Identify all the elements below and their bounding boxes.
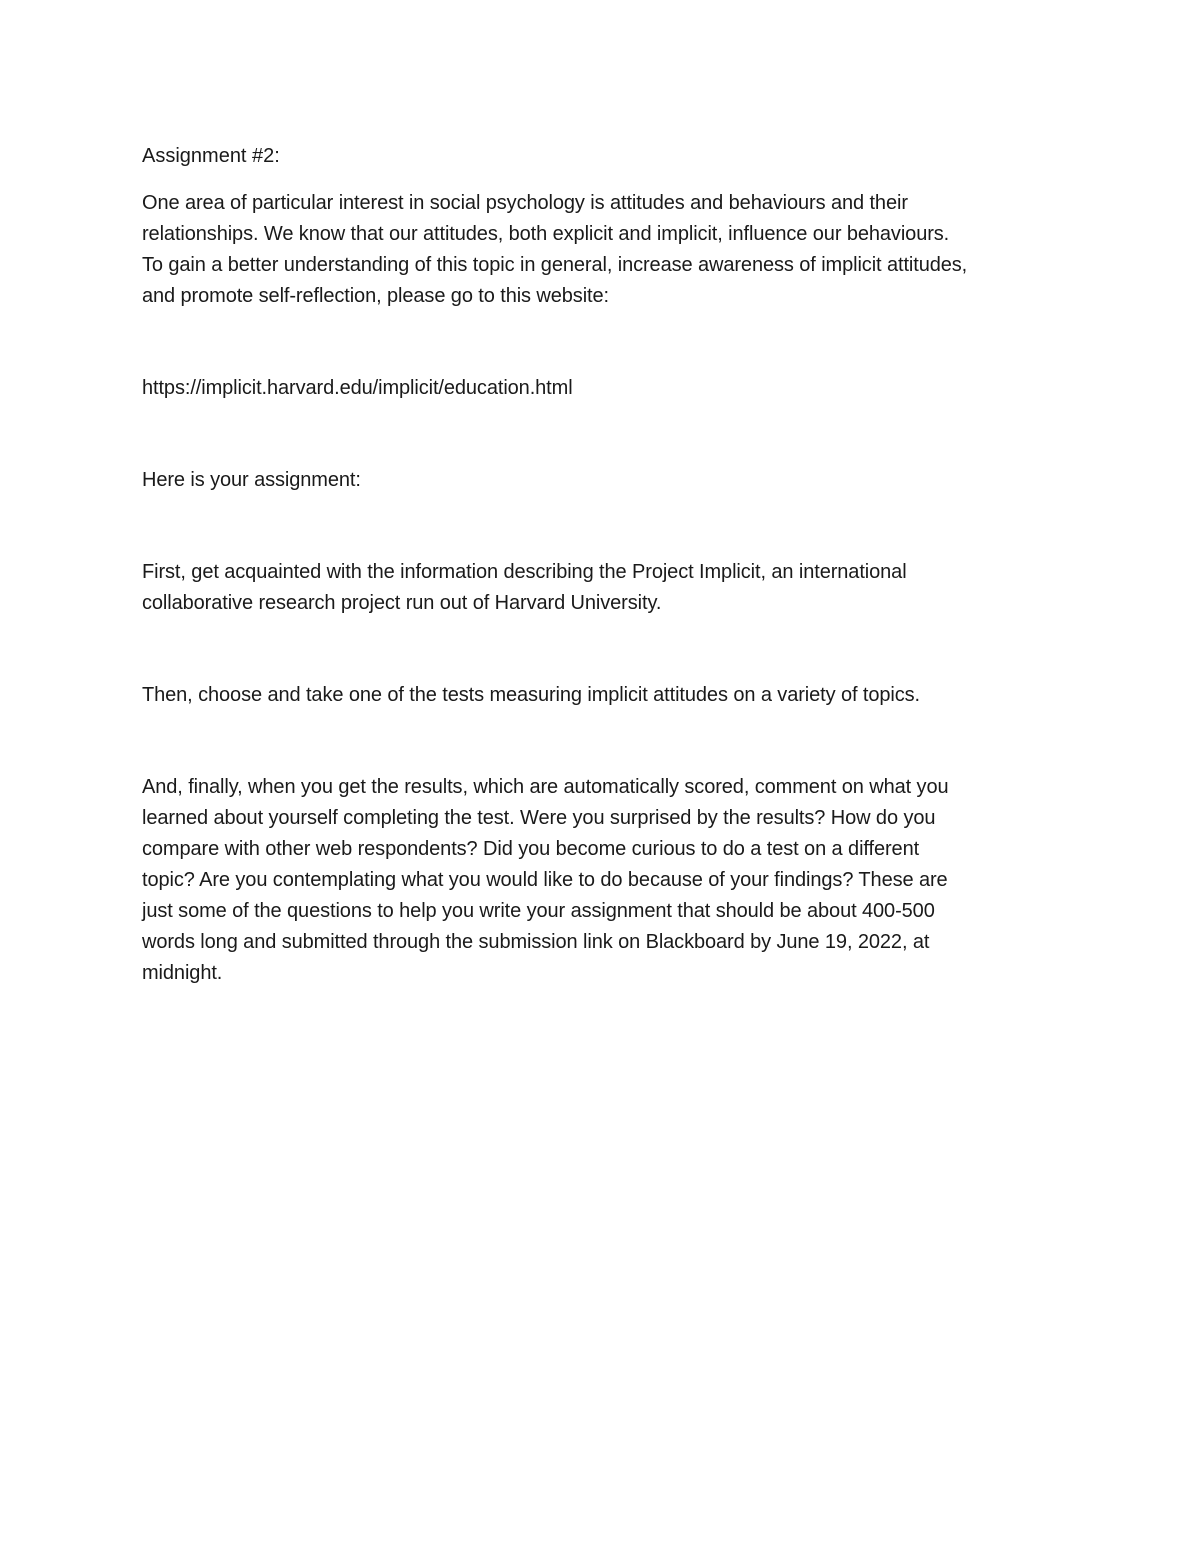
- step-three-line: words long and submitted through the submission link on Blackboard by June 19, 2022, at: [142, 931, 930, 953]
- step-two-paragraph: Then, choose and take one of the tests measuring implicit attitudes on a variety of topics.: [142, 684, 921, 706]
- step-one-paragraph: [142, 557, 1062, 619]
- spacer: [142, 172, 1062, 188]
- step-three-paragraph: [142, 772, 1062, 989]
- step-three-line: midnight.: [142, 962, 223, 984]
- spacer: [142, 496, 1062, 557]
- spacer: [142, 404, 1062, 465]
- step-three-line: And, finally, when you get the results, which are automatically scored, comment on what you: [142, 776, 949, 798]
- step-one-line: collaborative research project run out of Harvard University.: [142, 592, 662, 614]
- step-three-line: compare with other web respondents? Did you become curious to do a test on a different: [142, 838, 920, 860]
- spacer: [142, 312, 1062, 373]
- intro-line: One area of particular interest in social psychology is attitudes and behaviours and their: [142, 192, 908, 214]
- spacer: [142, 711, 1062, 772]
- assignment-title: Assignment #2:: [142, 145, 280, 167]
- spacer: [142, 619, 1062, 680]
- website-url: https://implicit.harvard.edu/implicit/education.html: [142, 377, 573, 399]
- document-body: [142, 141, 1062, 989]
- intro-paragraph: [142, 188, 1062, 312]
- step-one-line: First, get acquainted with the information describing the Project Implicit, an international: [142, 561, 907, 583]
- intro-line: and promote self-reflection, please go to this website:: [142, 285, 609, 307]
- step-three-line: topic? Are you contemplating what you would like to do because of your findings? These are: [142, 869, 948, 891]
- intro-line: To gain a better understanding of this topic in general, increase awareness of implicit attitudes,: [142, 254, 968, 276]
- step-three-line: learned about yourself completing the test. Were you surprised by the results? How do you: [142, 807, 936, 829]
- intro-line: relationships. We know that our attitudes, both explicit and implicit, influence our behaviours.: [142, 223, 950, 245]
- assignment-heading: Here is your assignment:: [142, 469, 361, 491]
- step-three-line: just some of the questions to help you write your assignment that should be about 400-500: [142, 900, 935, 922]
